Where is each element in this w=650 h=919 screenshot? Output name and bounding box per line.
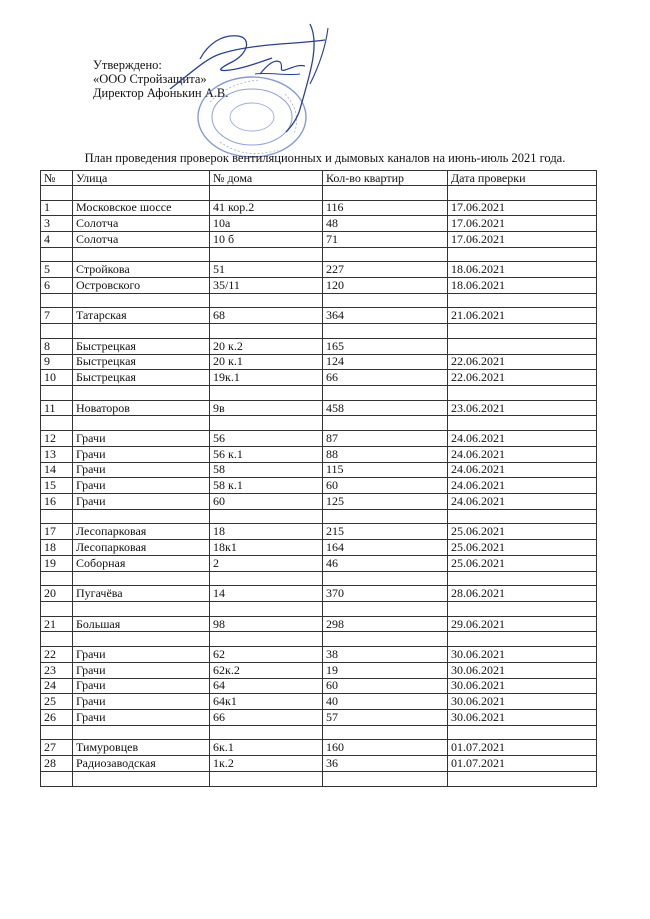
table-row-blank [41,324,597,339]
cell-apartments: 87 [323,430,448,446]
cell-number: 1 [41,200,73,216]
cell-date: 01.07.2021 [448,756,597,772]
cell-number: 5 [41,262,73,278]
cell-house [210,725,323,740]
cell-street [73,386,210,401]
cell-date [448,602,597,617]
cell-apartments: 36 [323,756,448,772]
cell-apartments: 160 [323,740,448,756]
cell-number: 9 [41,354,73,370]
cell-date: 17.06.2021 [448,216,597,232]
cell-street: Татарская [73,308,210,324]
cell-street: Быстрецкая [73,354,210,370]
cell-street: Грачи [73,462,210,478]
cell-apartments: 66 [323,370,448,386]
cell-date: 28.06.2021 [448,586,597,602]
cell-apartments: 364 [323,308,448,324]
approval-label: Утверждено: [93,58,162,72]
table-row-blank [41,386,597,401]
cell-date [448,772,597,787]
table-row-blank [41,602,597,617]
table-row [41,678,597,694]
cell-date: 17.06.2021 [448,232,597,248]
cell-date [448,386,597,401]
cell-apartments: 60 [323,678,448,694]
cell-street [73,632,210,647]
table-row [41,200,597,216]
cell-house: 18 [210,524,323,540]
cell-apartments: 48 [323,216,448,232]
cell-apartments [323,293,448,308]
cell-apartments: 120 [323,278,448,294]
table-row [41,646,597,662]
cell-house: 62к.2 [210,662,323,678]
table-row [41,494,597,510]
cell-street: Пугачёва [73,586,210,602]
cell-number: 18 [41,540,73,556]
cell-apartments: 165 [323,338,448,354]
cell-house: 64к1 [210,694,323,710]
cell-date: 30.06.2021 [448,694,597,710]
cell-number: 7 [41,308,73,324]
table-row [41,662,597,678]
cell-apartments: 124 [323,354,448,370]
cell-number [41,602,73,617]
cell-house: 58 [210,462,323,478]
table-row [41,400,597,416]
cell-date [448,247,597,262]
cell-street: Грачи [73,678,210,694]
table-row-blank [41,186,597,201]
table-row-blank [41,293,597,308]
cell-street [73,725,210,740]
cell-number: 20 [41,586,73,602]
table-row-blank [41,247,597,262]
cell-number: 13 [41,446,73,462]
cell-apartments: 71 [323,232,448,248]
cell-street: Радиозаводская [73,756,210,772]
cell-number: 23 [41,662,73,678]
table-row [41,540,597,556]
cell-date [448,338,597,354]
cell-date: 24.06.2021 [448,430,597,446]
cell-number [41,725,73,740]
cell-apartments [323,186,448,201]
cell-date [448,324,597,339]
cell-house: 19к.1 [210,370,323,386]
table-row [41,756,597,772]
cell-number: 16 [41,494,73,510]
cell-house [210,293,323,308]
table-row [41,370,597,386]
cell-street: Грачи [73,694,210,710]
cell-number: 24 [41,678,73,694]
cell-house: 64 [210,678,323,694]
cell-street: Грачи [73,662,210,678]
cell-street [73,416,210,431]
cell-street [73,571,210,586]
cell-date: 30.06.2021 [448,662,597,678]
cell-date: 25.06.2021 [448,524,597,540]
director-signature [160,14,340,144]
cell-house: 10 б [210,232,323,248]
table-row [41,278,597,294]
cell-house: 18к1 [210,540,323,556]
cell-apartments: 125 [323,494,448,510]
table-row [41,586,597,602]
table-row [41,616,597,632]
cell-number [41,509,73,524]
cell-house: 98 [210,616,323,632]
cell-house [210,632,323,647]
header-date: Дата проверки [448,171,597,186]
cell-street: Лесопарковая [73,524,210,540]
cell-street [73,772,210,787]
cell-number: 17 [41,524,73,540]
cell-number [41,632,73,647]
header-street: Улица [73,171,210,186]
cell-apartments: 115 [323,462,448,478]
table-row [41,216,597,232]
cell-number: 26 [41,710,73,726]
cell-number: 8 [41,338,73,354]
cell-house: 56 [210,430,323,446]
cell-house [210,324,323,339]
header-apartments: Кол-во квартир [323,171,448,186]
table-row [41,446,597,462]
cell-date: 24.06.2021 [448,494,597,510]
cell-date: 25.06.2021 [448,556,597,572]
cell-number: 4 [41,232,73,248]
cell-date [448,509,597,524]
header-number: № [41,171,73,186]
cell-date [448,725,597,740]
cell-house [210,416,323,431]
cell-date: 17.06.2021 [448,200,597,216]
cell-date: 22.06.2021 [448,354,597,370]
cell-date: 01.07.2021 [448,740,597,756]
cell-street [73,509,210,524]
cell-date: 25.06.2021 [448,540,597,556]
cell-house [210,571,323,586]
cell-apartments [323,247,448,262]
cell-house: 58 к.1 [210,478,323,494]
cell-house: 6к.1 [210,740,323,756]
cell-apartments [323,509,448,524]
cell-street [73,247,210,262]
cell-apartments: 40 [323,694,448,710]
cell-street: Соборная [73,556,210,572]
cell-house: 20 к.1 [210,354,323,370]
cell-date: 24.06.2021 [448,462,597,478]
cell-house: 14 [210,586,323,602]
table-row [41,338,597,354]
cell-street: Грачи [73,446,210,462]
table-row [41,354,597,370]
table-row [41,308,597,324]
cell-date: 23.06.2021 [448,400,597,416]
cell-apartments: 298 [323,616,448,632]
cell-number: 6 [41,278,73,294]
cell-number: 14 [41,462,73,478]
cell-number [41,293,73,308]
table-row-blank [41,725,597,740]
cell-house [210,247,323,262]
cell-number: 19 [41,556,73,572]
cell-apartments: 215 [323,524,448,540]
cell-house: 20 к.2 [210,338,323,354]
cell-date [448,293,597,308]
table-row [41,556,597,572]
cell-apartments: 46 [323,556,448,572]
cell-number [41,247,73,262]
cell-apartments [323,416,448,431]
table-row [41,232,597,248]
cell-number: 28 [41,756,73,772]
cell-apartments: 458 [323,400,448,416]
cell-house: 62 [210,646,323,662]
cell-house: 60 [210,494,323,510]
cell-house: 9в [210,400,323,416]
cell-apartments [323,571,448,586]
table-row [41,710,597,726]
cell-number: 25 [41,694,73,710]
table-row [41,478,597,494]
cell-street [73,324,210,339]
cell-date: 18.06.2021 [448,262,597,278]
cell-apartments: 116 [323,200,448,216]
cell-house: 41 кор.2 [210,200,323,216]
cell-apartments [323,386,448,401]
cell-street: Большая [73,616,210,632]
cell-number [41,386,73,401]
cell-number: 10 [41,370,73,386]
cell-date: 24.06.2021 [448,446,597,462]
table-body [41,186,597,787]
cell-number [41,772,73,787]
table-row-blank [41,632,597,647]
cell-street: Лесопарковая [73,540,210,556]
cell-number [41,324,73,339]
table-row-blank [41,571,597,586]
approval-director: Директор Афонькин А.В. [93,86,229,100]
cell-house [210,602,323,617]
cell-apartments: 19 [323,662,448,678]
cell-apartments [323,772,448,787]
cell-date [448,632,597,647]
cell-house: 68 [210,308,323,324]
approval-company: «ООО Стройзащита» [93,72,207,86]
table-row [41,740,597,756]
cell-street: Островского [73,278,210,294]
cell-date: 18.06.2021 [448,278,597,294]
cell-number: 21 [41,616,73,632]
cell-date: 21.06.2021 [448,308,597,324]
cell-house [210,186,323,201]
cell-apartments: 88 [323,446,448,462]
cell-apartments [323,632,448,647]
cell-street: Тимуровцев [73,740,210,756]
cell-apartments: 164 [323,540,448,556]
cell-street [73,186,210,201]
cell-street: Грачи [73,646,210,662]
cell-street: Московское шоссе [73,200,210,216]
cell-house [210,386,323,401]
inspection-plan-table [40,170,597,787]
cell-street: Солотча [73,232,210,248]
cell-street: Стройкова [73,262,210,278]
cell-date: 30.06.2021 [448,678,597,694]
cell-date: 30.06.2021 [448,710,597,726]
cell-number [41,186,73,201]
cell-street [73,602,210,617]
cell-number: 3 [41,216,73,232]
cell-street: Грачи [73,478,210,494]
document-title: План проведения проверок вентиляционных и дымовых каналов на июнь-июль 2021 года. [84,151,566,165]
cell-apartments: 60 [323,478,448,494]
table-row [41,430,597,446]
cell-apartments [323,725,448,740]
cell-street: Грачи [73,494,210,510]
cell-house: 2 [210,556,323,572]
cell-number: 15 [41,478,73,494]
cell-house: 35/11 [210,278,323,294]
table-header-row [41,171,597,186]
cell-apartments: 370 [323,586,448,602]
table-row [41,262,597,278]
cell-number: 27 [41,740,73,756]
cell-apartments: 227 [323,262,448,278]
cell-house [210,509,323,524]
cell-apartments: 38 [323,646,448,662]
cell-number [41,416,73,431]
cell-apartments: 57 [323,710,448,726]
cell-house: 51 [210,262,323,278]
cell-house: 10а [210,216,323,232]
cell-street [73,293,210,308]
cell-date: 24.06.2021 [448,478,597,494]
header-house: № дома [210,171,323,186]
cell-number: 22 [41,646,73,662]
table-row-blank [41,772,597,787]
cell-date: 22.06.2021 [448,370,597,386]
cell-house: 66 [210,710,323,726]
cell-number: 11 [41,400,73,416]
cell-street: Новаторов [73,400,210,416]
table-row-blank [41,509,597,524]
cell-street: Грачи [73,430,210,446]
cell-date: 30.06.2021 [448,646,597,662]
cell-house: 56 к.1 [210,446,323,462]
cell-date: 29.06.2021 [448,616,597,632]
cell-apartments [323,602,448,617]
cell-number [41,571,73,586]
table-row [41,462,597,478]
cell-date [448,416,597,431]
cell-apartments [323,324,448,339]
cell-house [210,772,323,787]
cell-street: Быстрецкая [73,338,210,354]
cell-street: Солотча [73,216,210,232]
cell-date [448,571,597,586]
cell-date [448,186,597,201]
cell-street: Быстрецкая [73,370,210,386]
cell-street: Грачи [73,710,210,726]
table-row [41,694,597,710]
cell-house: 1к.2 [210,756,323,772]
cell-number: 12 [41,430,73,446]
table-row [41,524,597,540]
table-row-blank [41,416,597,431]
